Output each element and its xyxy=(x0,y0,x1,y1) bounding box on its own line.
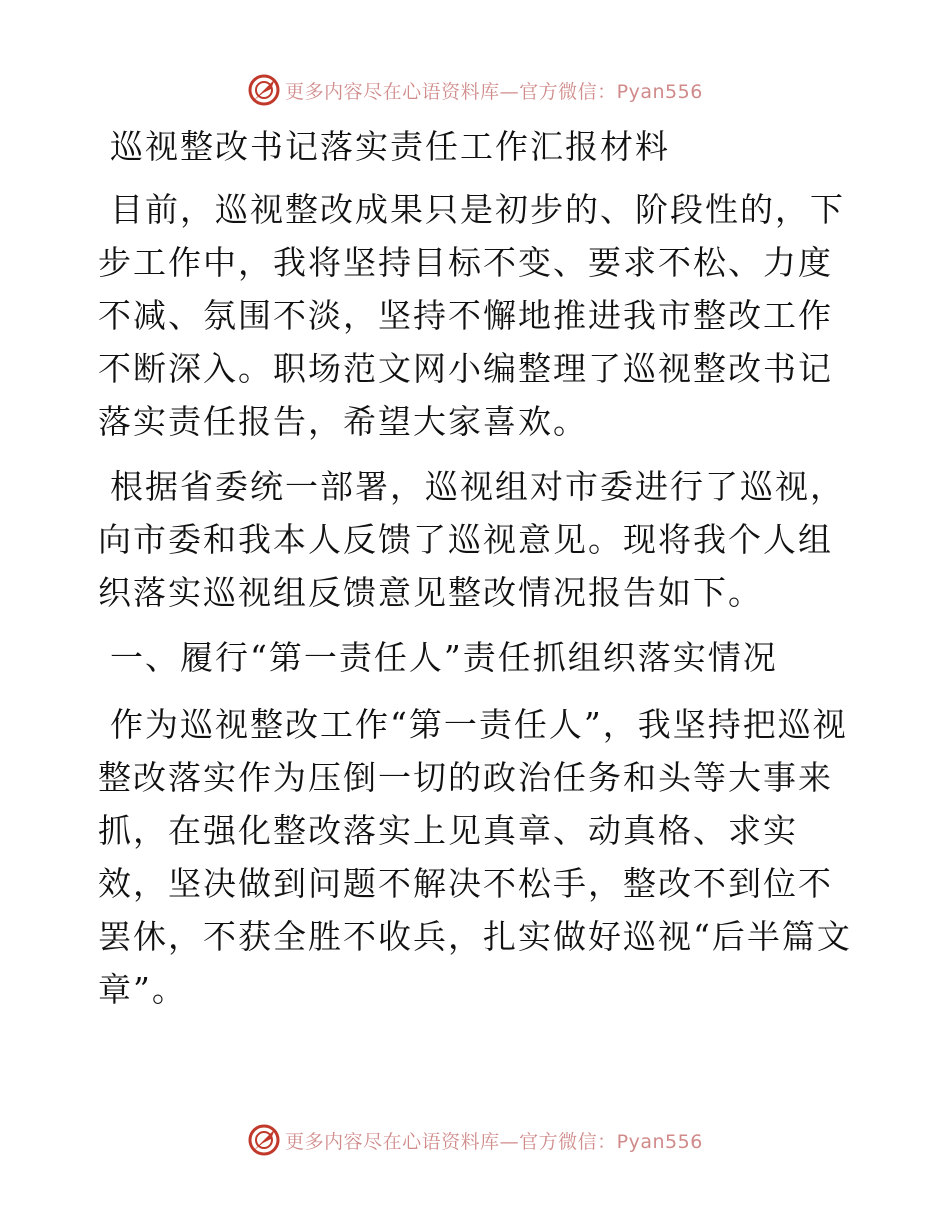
footer-watermark-banner xyxy=(0,1120,950,1160)
red-quill-logo-icon xyxy=(247,73,281,107)
watermark-text: 更多内容尽在心语资料库—官方微信：Pyan556 xyxy=(285,1130,703,1153)
header-watermark-banner xyxy=(0,70,950,110)
document-title: 巡视整改书记落实责任工作汇报材料 xyxy=(110,127,670,166)
wechat-id: Pyan556 xyxy=(616,80,703,103)
section-paragraph-1: 作为巡视整改工作“第一责任人”，我坚持把巡视整改落实作为压倒一切的政治任务和头等大事来抓，在强化整改落实上见真章、动真格、求实效，坚决做到问题不解决不松手，整改不到位不罢休，不获全胜不收兵，扎实做好巡视“后半篇文章”。 xyxy=(98,705,852,1009)
paragraph-1: 目前，巡视整改成果只是初步的、阶段性的，下步工作中，我将坚持目标不变、要求不松、力度不减、氛围不淡，坚持不懈地推进我市整改工作不断深入。职场范文网小编整理了巡视整改书记落实责任报告，希望大家喜欢。 xyxy=(98,190,845,441)
red-quill-logo-icon xyxy=(247,1123,281,1157)
watermark-text: 更多内容尽在心语资料库—官方微信：Pyan556 xyxy=(285,80,703,103)
section-heading-1: 一、履行“第一责任人”责任抓组织落实情况 xyxy=(110,638,778,677)
document-body xyxy=(98,120,858,1028)
paragraph-2: 根据省委统一部署，巡视组对市委进行了巡视，向市委和我本人反馈了巡视意见。现将我个人组织落实巡视组反馈意见整改情况报告如下。 xyxy=(98,467,845,612)
wechat-id: Pyan556 xyxy=(616,1130,703,1153)
